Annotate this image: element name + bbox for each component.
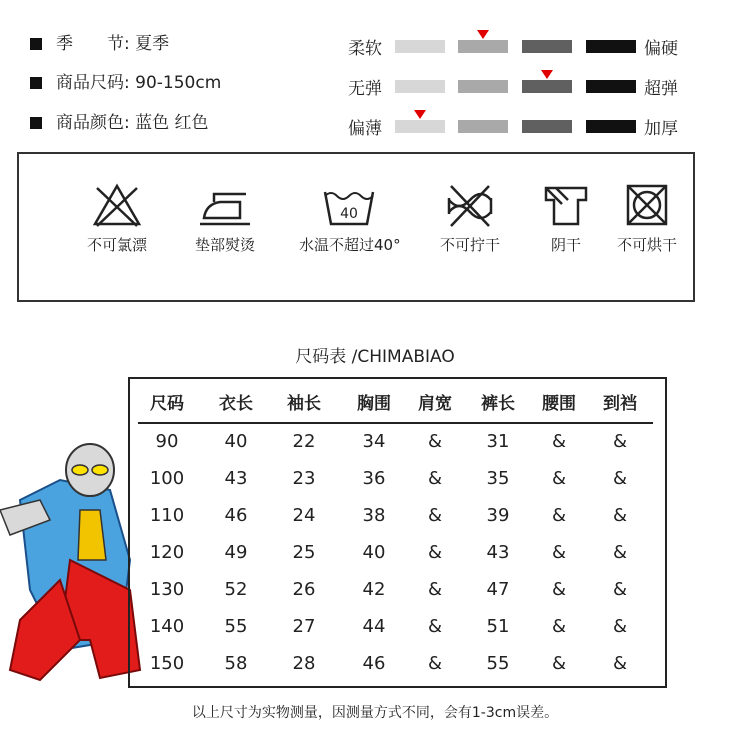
table-row	[130, 579, 665, 609]
scale-segment	[586, 120, 636, 133]
table-cell: 58	[224, 653, 248, 674]
table-cell: 25	[292, 542, 316, 563]
table-cell: 42	[362, 579, 386, 600]
scale-marker-icon	[477, 30, 489, 39]
scale-right-label: 偏硬	[644, 39, 678, 59]
table-cell: 120	[149, 542, 185, 563]
table-cell: 55	[224, 616, 248, 637]
care-item	[607, 182, 687, 255]
table-cell: 40	[224, 431, 248, 452]
table-cell: 24	[292, 505, 316, 526]
care-label: 不可烘干	[616, 236, 677, 254]
scale-segment	[395, 40, 445, 53]
table-cell: &	[612, 542, 628, 563]
measurement-footnote: 以上尺寸为实物测量，因测量方式不同，会有1-3cm误差。	[191, 705, 559, 721]
attr-color	[30, 111, 209, 135]
table-cell: 23	[292, 468, 316, 489]
table-cell: 31	[486, 431, 510, 452]
table-cell: &	[612, 579, 628, 600]
table-row	[130, 653, 665, 683]
header-cell: 到裆	[603, 394, 637, 414]
header-cell: 肩宽	[418, 394, 452, 414]
attr-label: 商品尺码:	[56, 73, 130, 93]
header-cell: 衣长	[219, 394, 253, 414]
table-cell: &	[551, 468, 567, 489]
care-label: 垫部熨烫	[194, 236, 255, 254]
table-row	[130, 616, 665, 646]
table-cell: &	[427, 653, 443, 674]
table-cell: 22	[292, 431, 316, 452]
table-row	[130, 431, 665, 461]
size-chart-table	[128, 377, 667, 688]
attr-size	[30, 71, 221, 95]
table-cell: 140	[149, 616, 185, 637]
scale-segment	[522, 40, 572, 53]
table-cell: &	[612, 653, 628, 674]
table-cell: 150	[149, 653, 185, 674]
table-cell: 26	[292, 579, 316, 600]
size-chart-header-row	[130, 383, 665, 413]
table-cell: 46	[362, 653, 386, 674]
table-cell: 39	[486, 505, 510, 526]
table-cell: &	[427, 616, 443, 637]
care-item	[427, 182, 513, 255]
scale-segment	[458, 120, 508, 133]
scale-left-label: 无弹	[348, 79, 382, 99]
attr-value: 90-150cm	[135, 73, 222, 93]
attr-value: 蓝色 红色	[135, 113, 209, 133]
table-cell: 38	[362, 505, 386, 526]
scale-marker-icon	[414, 110, 426, 119]
scale-segment	[395, 120, 445, 133]
scale-left-label: 偏薄	[348, 119, 382, 139]
care-item	[299, 182, 399, 255]
table-cell: 51	[486, 616, 510, 637]
attr-season	[30, 32, 169, 56]
scale-segment	[522, 120, 572, 133]
care-item	[77, 182, 157, 255]
iron-with-cloth-icon	[196, 182, 254, 228]
table-cell: &	[612, 505, 628, 526]
scale-elasticity	[348, 70, 748, 100]
table-cell: &	[551, 616, 567, 637]
table-cell: 27	[292, 616, 316, 637]
dry-in-shade-icon	[542, 182, 590, 228]
care-label: 不可氯漂	[86, 236, 147, 254]
svg-text:40: 40	[340, 206, 358, 222]
bullet-square	[30, 77, 42, 89]
table-cell: 36	[362, 468, 386, 489]
bullet-square	[30, 38, 42, 50]
table-cell: &	[427, 505, 443, 526]
table-cell: 49	[224, 542, 248, 563]
table-cell: 46	[224, 505, 248, 526]
table-cell: 90	[155, 431, 179, 452]
table-row	[130, 505, 665, 535]
scale-softness	[348, 30, 748, 60]
attr-label: 季 节:	[56, 34, 130, 54]
header-cell: 裤长	[481, 394, 515, 414]
scale-segment	[522, 80, 572, 93]
table-cell: 28	[292, 653, 316, 674]
no-tumble-dry-icon	[624, 182, 670, 228]
care-item	[531, 182, 601, 255]
scale-thickness	[348, 110, 748, 140]
table-cell: 47	[486, 579, 510, 600]
table-row	[130, 468, 665, 498]
care-instructions-panel	[17, 152, 695, 302]
scale-right-label: 加厚	[644, 119, 678, 139]
table-cell: &	[427, 431, 443, 452]
table-cell: 55	[486, 653, 510, 674]
table-cell: &	[612, 468, 628, 489]
scale-segment	[458, 80, 508, 93]
table-cell: &	[427, 542, 443, 563]
table-cell: &	[551, 431, 567, 452]
table-cell: 110	[149, 505, 185, 526]
care-label: 不可拧干	[439, 236, 500, 254]
care-label: 阴干	[550, 236, 581, 254]
scale-left-label: 柔软	[348, 39, 382, 59]
table-cell: 100	[149, 468, 185, 489]
table-cell: 40	[362, 542, 386, 563]
scale-segment	[395, 80, 445, 93]
table-cell: &	[427, 579, 443, 600]
table-cell: &	[612, 431, 628, 452]
scale-right-label: 超弹	[644, 79, 678, 99]
table-cell: 43	[224, 468, 248, 489]
scale-segment	[586, 40, 636, 53]
table-cell: &	[551, 653, 567, 674]
header-cell: 尺码	[150, 394, 184, 414]
attr-label: 商品颜色:	[56, 113, 130, 133]
table-cell: 130	[149, 579, 185, 600]
table-cell: 52	[224, 579, 248, 600]
no-bleach-icon	[91, 182, 143, 228]
table-row	[130, 542, 665, 572]
header-divider	[138, 422, 653, 424]
table-cell: &	[612, 616, 628, 637]
attr-value: 夏季	[135, 34, 170, 54]
header-cell: 胸围	[357, 394, 391, 414]
wash-40-icon	[321, 182, 377, 228]
table-cell: &	[551, 542, 567, 563]
table-cell: 43	[486, 542, 510, 563]
size-chart-title: 尺码表 /CHIMABIAO	[295, 347, 455, 367]
table-cell: 34	[362, 431, 386, 452]
no-wring-icon	[443, 182, 497, 228]
table-cell: &	[551, 505, 567, 526]
table-cell: &	[427, 468, 443, 489]
header-cell: 袖长	[287, 394, 321, 414]
scale-segment	[586, 80, 636, 93]
scale-marker-icon	[541, 70, 553, 79]
care-label: 水温不超过40°	[299, 236, 401, 254]
header-cell: 腰围	[542, 394, 576, 414]
scale-segment	[458, 40, 508, 53]
care-item	[185, 182, 265, 255]
table-cell: &	[551, 579, 567, 600]
table-cell: 35	[486, 468, 510, 489]
bullet-square	[30, 117, 42, 129]
table-cell: 44	[362, 616, 386, 637]
